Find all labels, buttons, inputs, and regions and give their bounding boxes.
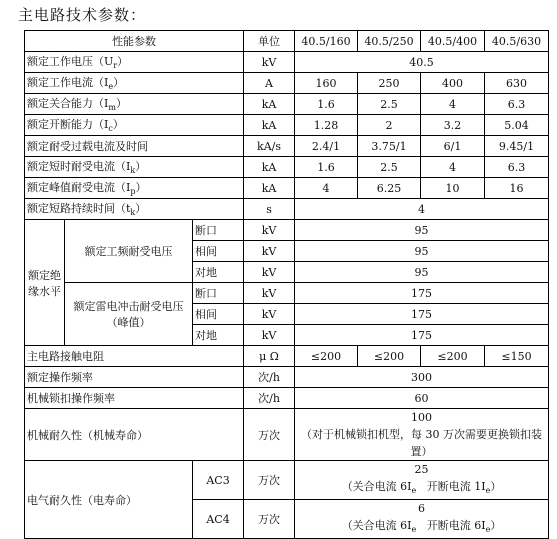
row-unit: 万次 [244, 461, 295, 500]
row-value: 5.04 [485, 115, 549, 136]
elec-life-value: 25 [414, 463, 429, 476]
insulation-group-label: 额定绝缘水平 [25, 220, 65, 346]
header-row [25, 31, 549, 52]
lightning-impulse-label: 额定雷电冲击耐受电压（峰值） [65, 283, 193, 346]
row-label: 机械耐久性（机械寿命） [25, 409, 244, 461]
row-unit: kA [244, 157, 295, 178]
row-unit: kA [244, 178, 295, 199]
row-value: 6.3 [485, 94, 549, 115]
row-value: 400 [421, 73, 485, 94]
table-row [25, 220, 549, 241]
insulation-type: 相间 [193, 304, 244, 325]
elec-life-value: 6 [418, 502, 426, 516]
insulation-type: 对地 [193, 325, 244, 346]
mech-life-value: 100 [411, 411, 433, 424]
row-unit: 次/h [244, 367, 295, 388]
row-unit: kV [244, 304, 295, 325]
row-value: 6.25 [358, 178, 421, 199]
mech-life-note: （对于机械锁扣机型，每 30 万次需要更换锁扣装置） [301, 428, 543, 458]
row-value: 95 [295, 262, 549, 283]
row-unit: μ Ω [244, 346, 295, 367]
row-value: ≤200 [295, 346, 358, 367]
table-row [25, 346, 549, 367]
row-label: 额定工作电流$(I_e)$ [25, 73, 244, 94]
row-unit: kV [244, 220, 295, 241]
row-value: 175 [295, 283, 549, 304]
table-row [25, 157, 549, 178]
row-unit: kA [244, 115, 295, 136]
table-row [25, 283, 549, 304]
row-value: 3.75/1 [358, 136, 421, 157]
row-value: 6/1 [421, 136, 485, 157]
row-unit: kV [244, 52, 295, 73]
row-value: 2.5 [358, 94, 421, 115]
row-value [295, 500, 549, 539]
header-model: 40.5/250 [358, 31, 421, 52]
row-value: 4 [421, 157, 485, 178]
header-unit: 单位 [244, 31, 295, 52]
row-label: 机械锁扣操作频率 [25, 388, 244, 409]
table-row [25, 52, 549, 73]
row-label: 额定操作频率 [25, 367, 244, 388]
table-row [25, 178, 549, 199]
table-row [25, 136, 549, 157]
elec-life-category: AC3 [193, 461, 244, 500]
row-label: 额定耐受过载电流及时间 [25, 136, 244, 157]
table-row [25, 461, 549, 500]
table-row [25, 73, 549, 94]
row-unit: 次/h [244, 388, 295, 409]
table-row [25, 409, 549, 461]
table-row [25, 367, 549, 388]
row-value: 160 [295, 73, 358, 94]
power-frequency-label: 额定工频耐受电压 [65, 220, 193, 283]
table-row [25, 388, 549, 409]
row-value: 175 [295, 325, 549, 346]
row-label: 电气耐久性（电寿命） [25, 461, 193, 539]
row-label: 额定短时耐受电流$(I_k)$ [25, 157, 244, 178]
table-row [25, 115, 549, 136]
elec-life-category: AC4 [193, 500, 244, 539]
row-value: 175 [295, 304, 549, 325]
row-unit: kV [244, 325, 295, 346]
row-unit: kV [244, 283, 295, 304]
row-value: 630 [485, 73, 549, 94]
row-unit: kV [244, 262, 295, 283]
row-value: 2.5 [358, 157, 421, 178]
row-value: 3.2 [421, 115, 485, 136]
header-model: 40.5/630 [485, 31, 549, 52]
row-value: 1.6 [295, 157, 358, 178]
row-value: 60 [295, 388, 549, 409]
header-param: 性能参数 [25, 31, 244, 52]
row-value: 10 [421, 178, 485, 199]
row-unit: kA [244, 94, 295, 115]
row-value: 4 [421, 94, 485, 115]
row-label: 额定开断能力$(I_c)$ [25, 115, 244, 136]
row-value: 16 [485, 178, 549, 199]
row-value: 6.3 [485, 157, 549, 178]
row-unit: kV [244, 241, 295, 262]
header-model: 40.5/160 [295, 31, 358, 52]
row-value: 300 [295, 367, 549, 388]
row-label: 额定短路持续时间$(t_k)$ [25, 199, 244, 220]
row-value: 95 [295, 220, 549, 241]
row-value: 4 [295, 199, 549, 220]
row-label: 额定关合能力$(I_m)$ [25, 94, 244, 115]
elec-life-note: （关合电流 $6I_e$ 开断电流 $6I_e$） [341, 519, 502, 535]
row-value: 2.4/1 [295, 136, 358, 157]
row-value: ≤150 [485, 346, 549, 367]
row-value [295, 461, 549, 500]
row-value: 1.6 [295, 94, 358, 115]
row-value: 1.28 [295, 115, 358, 136]
row-value [295, 409, 549, 461]
section-title: 主电路技术参数： [18, 6, 147, 24]
row-value: 9.45/1 [485, 136, 549, 157]
row-label: 额定峰值耐受电流$(I_p)$ [25, 178, 244, 199]
row-unit: A [244, 73, 295, 94]
row-value: ≤200 [421, 346, 485, 367]
row-label: 主电路接触电阻 [25, 346, 244, 367]
row-unit: kA/s [244, 136, 295, 157]
row-label: 额定工作电压$(U_r)$ [25, 52, 244, 73]
row-unit: s [244, 199, 295, 220]
row-unit: 万次 [244, 500, 295, 539]
row-value: 250 [358, 73, 421, 94]
spec-table [24, 30, 549, 539]
table-row [25, 94, 549, 115]
row-value: 40.5 [295, 52, 549, 73]
row-value: ≤200 [358, 346, 421, 367]
row-value: 4 [295, 178, 358, 199]
insulation-type: 断口 [193, 283, 244, 304]
row-value: 95 [295, 241, 549, 262]
row-unit: 万次 [244, 409, 295, 461]
insulation-type: 对地 [193, 262, 244, 283]
table-row [25, 199, 549, 220]
elec-life-note: （关合电流 $6I_e$ 开断电流 $1I_e$） [341, 480, 502, 496]
insulation-type: 断口 [193, 220, 244, 241]
header-model: 40.5/400 [421, 31, 485, 52]
insulation-type: 相间 [193, 241, 244, 262]
row-value: 2 [358, 115, 421, 136]
